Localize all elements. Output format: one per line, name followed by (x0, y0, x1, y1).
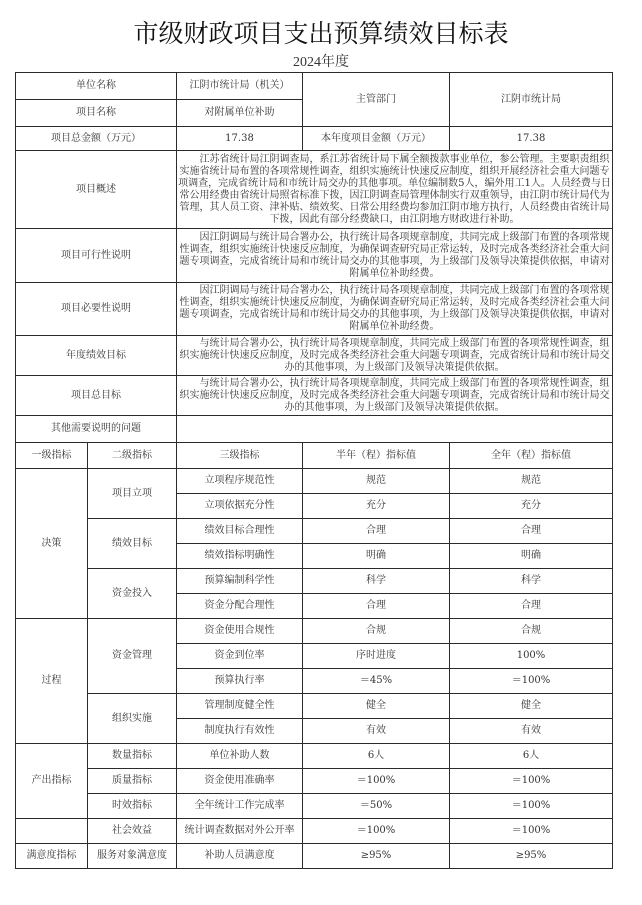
full-year-value: 明确 (450, 544, 613, 569)
level3-indicator: 资金分配合理性 (177, 594, 303, 619)
overview-label: 项目概述 (16, 151, 177, 229)
level2-indicator: 服务对象满意度 (88, 844, 177, 869)
year-amount-label: 本年度项目金额（万元） (303, 127, 450, 151)
unit-name-row (16, 73, 613, 100)
performance-target-table (15, 72, 613, 869)
document-year: 2024年度 (293, 55, 349, 70)
indicator-header-row (16, 443, 613, 469)
document-title: 市级财政项目支出预算绩效目标表 (133, 19, 509, 48)
other-notes-value (177, 416, 613, 443)
level1-indicator: 满意度指标 (16, 844, 88, 869)
full-year-value: 合理 (450, 519, 613, 544)
half-year-value: 合理 (303, 594, 450, 619)
level3-indicator: 全年统计工作完成率 (177, 794, 303, 819)
level1-indicator: 决策 (16, 469, 88, 619)
level2-indicator: 绩效目标 (88, 519, 177, 569)
full-year-value: ＝100% (450, 669, 613, 694)
full-year-value: ＝100% (450, 819, 613, 844)
level3-indicator: 资金使用合规性 (177, 619, 303, 644)
indicator-row (16, 744, 613, 769)
total-goal-label: 项目总目标 (16, 376, 177, 416)
header-level2: 二级指标 (88, 443, 177, 469)
level3-indicator: 管理制度健全性 (177, 694, 303, 719)
total-amount-value: 17.38 (177, 127, 303, 151)
level3-indicator: 预算执行率 (177, 669, 303, 694)
necessity-row (16, 283, 613, 336)
indicator-row (16, 819, 613, 844)
necessity-text: 因江阴调局与统计局合署办公，执行统计局各项规章制度，共同完成上级部门布置的各项常规性调查，组织实施统计快速反应制度，为确保调查研究局正常运转，及时完成各类经济社会重大问题专项调查，完成省统计局和市统计局交办的其他事项，为上级部门及领导决策提供依据，申请对附属单位补助经费。 (177, 283, 613, 336)
half-year-value: 规范 (303, 469, 450, 494)
full-year-value: 6人 (450, 744, 613, 769)
feasibility-row (16, 229, 613, 283)
amount-row (16, 127, 613, 151)
level2-indicator: 项目立项 (88, 469, 177, 519)
header-full-year: 全年（程）指标值 (450, 443, 613, 469)
half-year-value: ＝100% (303, 769, 450, 794)
level3-indicator: 立项程序规范性 (177, 469, 303, 494)
full-year-value: 规范 (450, 469, 613, 494)
level2-indicator: 组织实施 (88, 694, 177, 744)
header-level1: 一级指标 (16, 443, 88, 469)
half-year-value: ＝50% (303, 794, 450, 819)
full-year-value: 充分 (450, 494, 613, 519)
level3-indicator: 制度执行有效性 (177, 719, 303, 744)
total-amount-label: 项目总金额（万元） (16, 127, 177, 151)
level1-indicator: 产出指标 (16, 744, 88, 819)
level3-indicator: 预算编制科学性 (177, 569, 303, 594)
indicator-row (16, 694, 613, 719)
half-year-value: 6人 (303, 744, 450, 769)
necessity-label: 项目必要性说明 (16, 283, 177, 336)
full-year-value: ＝100% (450, 769, 613, 794)
level3-indicator: 资金到位率 (177, 644, 303, 669)
indicator-row (16, 769, 613, 794)
level3-indicator: 统计调查数据对外公开率 (177, 819, 303, 844)
level3-indicator: 单位补助人数 (177, 744, 303, 769)
level3-indicator: 补助人员满意度 (177, 844, 303, 869)
header-level3: 三级指标 (177, 443, 303, 469)
annual-goal-row (16, 336, 613, 376)
total-goal-text: 与统计局合署办公，执行统计局各项规章制度，共同完成上级部门布置的各项常规性调查，组织实施统计快速反应制度，及时完成各类经济社会重大问题专项调查，完成省统计局和市统计局交办的其他事项，为上级部门及领导决策提供依据。 (177, 376, 613, 416)
total-goal-row (16, 376, 613, 416)
indicator-row (16, 469, 613, 494)
half-year-value: 充分 (303, 494, 450, 519)
feasibility-label: 项目可行性说明 (16, 229, 177, 283)
annual-goal-label: 年度绩效目标 (16, 336, 177, 376)
half-year-value: 合理 (303, 519, 450, 544)
overview-row (16, 151, 613, 229)
dept-value: 江阴市统计局 (450, 73, 613, 127)
level3-indicator: 资金使用准确率 (177, 769, 303, 794)
level3-indicator: 立项依据充分性 (177, 494, 303, 519)
half-year-value: 明确 (303, 544, 450, 569)
level3-indicator: 绩效目标合理性 (177, 519, 303, 544)
full-year-value: 合规 (450, 619, 613, 644)
header-half-year: 半年（程）指标值 (303, 443, 450, 469)
half-year-value: ≥95% (303, 844, 450, 869)
half-year-value: 有效 (303, 719, 450, 744)
half-year-value: ＝45% (303, 669, 450, 694)
full-year-value: 合理 (450, 594, 613, 619)
full-year-value: 健全 (450, 694, 613, 719)
dept-label: 主管部门 (303, 73, 450, 127)
level2-indicator: 时效指标 (88, 794, 177, 819)
level2-indicator: 资金投入 (88, 569, 177, 619)
full-year-value: ＝100% (450, 794, 613, 819)
unit-name-value: 江阴市统计局（机关） (177, 73, 303, 100)
level2-indicator: 质量指标 (88, 769, 177, 794)
level3-indicator: 绩效指标明确性 (177, 544, 303, 569)
full-year-value: 科学 (450, 569, 613, 594)
indicator-row (16, 619, 613, 644)
level2-indicator: 数量指标 (88, 744, 177, 769)
indicator-row (16, 794, 613, 819)
full-year-value: 100% (450, 644, 613, 669)
annual-goal-text: 与统计局合署办公，执行统计局各项规章制度，共同完成上级部门布置的各项常规性调查，组织实施统计快速反应制度，及时完成各类经济社会重大问题专项调查，完成省统计局和市统计局交办的其他事项，为上级部门及领导决策提供依据。 (177, 336, 613, 376)
indicator-row (16, 519, 613, 544)
full-year-value: 有效 (450, 719, 613, 744)
indicator-row (16, 844, 613, 869)
other-notes-label: 其他需要说明的问题 (16, 416, 177, 443)
half-year-value: 健全 (303, 694, 450, 719)
half-year-value: 序时进度 (303, 644, 450, 669)
level1-indicator: 过程 (16, 619, 88, 744)
half-year-value: 科学 (303, 569, 450, 594)
level2-indicator: 资金管理 (88, 619, 177, 694)
indicator-row (16, 569, 613, 594)
project-name-value: 对附属单位补助 (177, 100, 303, 127)
half-year-value: 合规 (303, 619, 450, 644)
other-notes-row (16, 416, 613, 443)
overview-text: 江苏省统计局江阴调查局，系江苏省统计局下属全额拨款事业单位，参公管理。主要职责组织实施省统计局布置的各项常规性调查，组织实施统计快速反应制度，组织开展经济社会重大问题专项调查，完成省统计局和市统计局交办的其他事项。单位编制数5人，编外用工1人。人员经费与日常公用经费由省统计局照省标准下拨，因江阴调查局管理体制实行双重领导，由江阴市统计局代为管理，其人员工资、津补贴、绩效奖、日常公用经费均参加江阴市地方执行，人员经费由省统计局下拨，因此有部分经费缺口，由江阴地方财政进行补助。 (177, 151, 613, 229)
half-year-value: ＝100% (303, 819, 450, 844)
full-year-value: ≥95% (450, 844, 613, 869)
year-amount-value: 17.38 (450, 127, 613, 151)
feasibility-text: 因江阴调局与统计局合署办公，执行统计局各项规章制度，共同完成上级部门布置的各项常规性调查，组织实施统计快速反应制度，为确保调查研究局正常运转，及时完成各类经济社会重大问题专项调查，完成省统计局和市统计局交办的其他事项，为上级部门及领导决策提供依据，申请对附属单位补助经费。 (177, 229, 613, 283)
unit-name-label: 单位名称 (16, 73, 177, 100)
level1-indicator (16, 819, 88, 844)
level2-indicator: 社会效益 (88, 819, 177, 844)
project-name-label: 项目名称 (16, 100, 177, 127)
